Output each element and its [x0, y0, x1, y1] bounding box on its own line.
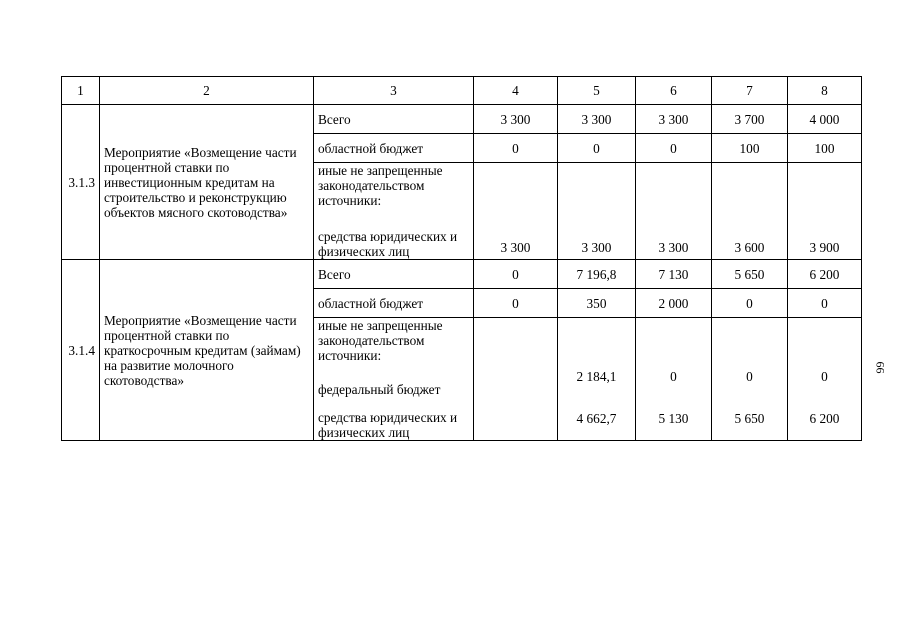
value-cell: 100: [788, 134, 862, 163]
page-number: 66: [873, 361, 888, 374]
source-label: иные не запрещенные законодательством источники:: [314, 318, 474, 377]
value-cell: 0: [636, 134, 712, 163]
col-header-7: 7: [712, 77, 788, 105]
source-label: областной бюджет: [314, 134, 474, 163]
value-stack: [558, 318, 636, 441]
col-header-3: 3: [314, 77, 474, 105]
value-cell: 7 196,8: [558, 260, 636, 289]
value-cell: 2 184,1: [576, 369, 617, 384]
source-label: областной бюджет: [314, 289, 474, 318]
value-cell: 5 130: [658, 411, 689, 426]
value-cell: 4 662,7: [576, 411, 617, 426]
value-cell: 4 000: [788, 105, 862, 134]
col-header-5: 5: [558, 77, 636, 105]
row-code: 3.1.4: [62, 260, 100, 441]
header-row: [62, 77, 862, 105]
table-row: [62, 105, 862, 134]
value-cell: 3 900: [788, 163, 862, 260]
value-cell: 3 300: [474, 163, 558, 260]
source-label: Всего: [314, 105, 474, 134]
value-cell: 5 650: [734, 411, 765, 426]
col-header-8: 8: [788, 77, 862, 105]
source-label: Всего: [314, 260, 474, 289]
value-cell: 0: [788, 289, 862, 318]
value-cell: 0: [558, 134, 636, 163]
col-header-6: 6: [636, 77, 712, 105]
value-cell: 0: [821, 369, 828, 384]
value-cell: 7 130: [636, 260, 712, 289]
value-cell: 350: [558, 289, 636, 318]
value-cell: 0: [670, 369, 677, 384]
value-cell: 6 200: [809, 411, 840, 426]
value-stack: [712, 318, 788, 441]
budget-table: [61, 76, 862, 441]
event-description: Мероприятие «Возмещение части процентной ставки по инвестиционным кредитам на строительство и реконструкцию объектов мясного скотоводства»: [100, 105, 314, 260]
value-cell: 3 300: [558, 163, 636, 260]
source-label: иные не запрещенные законодательством источники:: [314, 163, 474, 226]
source-label: средства юридических и физических лиц: [314, 402, 474, 441]
value-cell: 2 000: [636, 289, 712, 318]
value-cell: 3 300: [636, 105, 712, 134]
value-cell: 3 300: [636, 163, 712, 260]
col-header-2: 2: [100, 77, 314, 105]
value-cell: 0: [474, 260, 558, 289]
col-header-4: 4: [474, 77, 558, 105]
source-label: федеральный бюджет: [314, 376, 474, 402]
value-cell: 6 200: [788, 260, 862, 289]
source-label: средства юридических и физических лиц: [314, 225, 474, 260]
value-cell: [474, 318, 558, 441]
value-cell: 0: [474, 289, 558, 318]
value-stack: [636, 318, 712, 441]
value-cell: 3 300: [558, 105, 636, 134]
value-cell: 0: [474, 134, 558, 163]
value-cell: 3 300: [474, 105, 558, 134]
value-cell: 0: [712, 289, 788, 318]
value-cell: 100: [712, 134, 788, 163]
col-header-1: 1: [62, 77, 100, 105]
row-code: 3.1.3: [62, 105, 100, 260]
value-cell: 3 600: [712, 163, 788, 260]
value-stack: [788, 318, 862, 441]
event-description: Мероприятие «Возмещение части процентной ставки по краткосрочным кредитам (займам) на развитие молочного скотоводства»: [100, 260, 314, 441]
table-row: [62, 260, 862, 289]
value-cell: 0: [746, 369, 753, 384]
value-cell: 3 700: [712, 105, 788, 134]
value-cell: 5 650: [712, 260, 788, 289]
